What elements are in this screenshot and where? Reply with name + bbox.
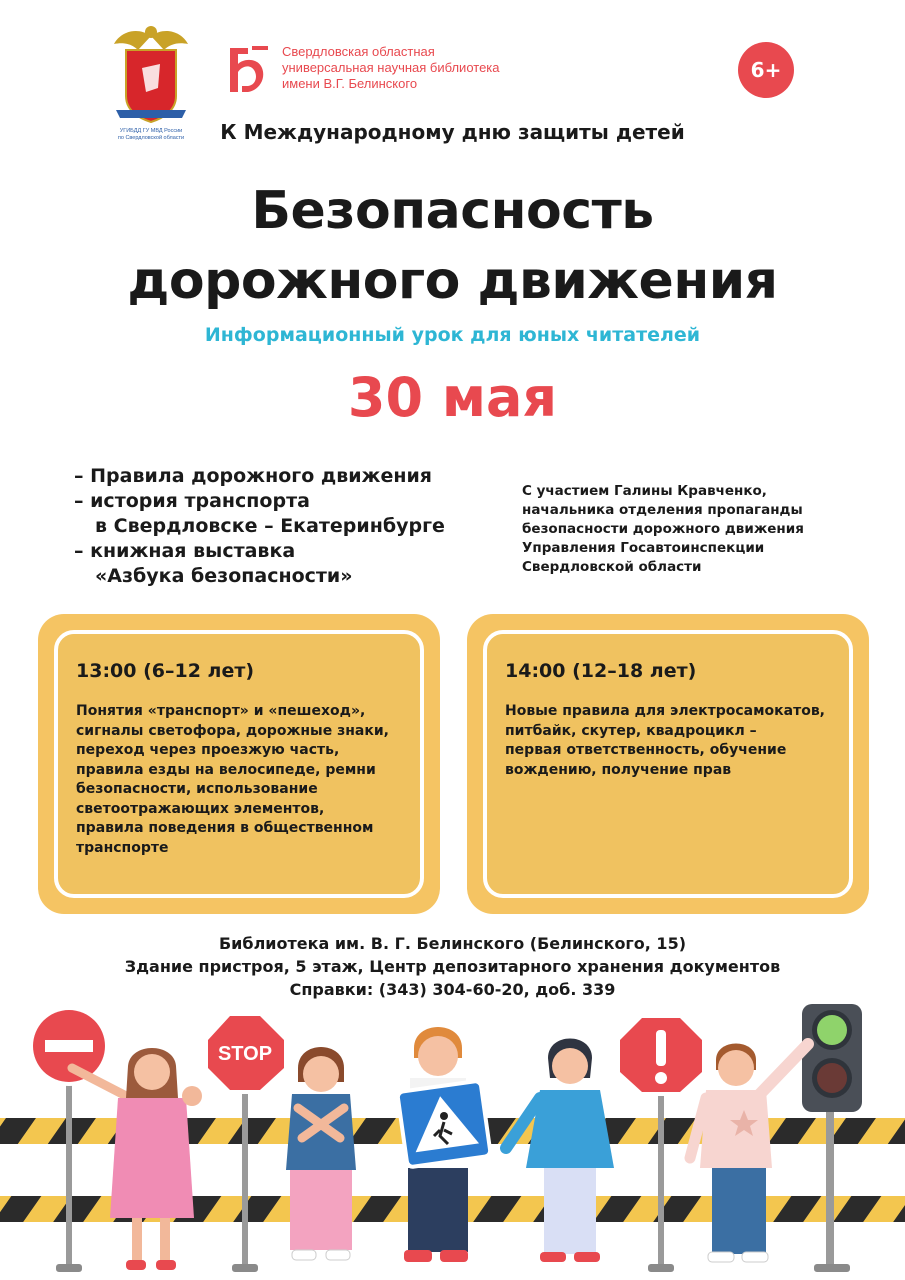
stop-sign-text: STOP (217, 1043, 273, 1065)
library-name: Свердловская областная универсальная научная библиотека имени В.Г. Белинского (282, 44, 500, 91)
session-time: 14:00 (12–18 лет) (505, 660, 697, 682)
title-line-1: Безопасность (251, 181, 654, 241)
topic-item: – история транспорта (74, 490, 310, 512)
session-card-senior (467, 614, 869, 914)
title-line-2: дорожного движения (127, 251, 778, 311)
phone-line: Справки: (343) 304-60-20, доб. 339 (289, 980, 616, 999)
child-figure (286, 1047, 356, 1260)
session-card-junior (38, 614, 440, 914)
page-title (0, 176, 905, 316)
address-block (0, 932, 905, 1001)
session-description: Новые правила для электросамокатов, питбайк, скутер, квадроцикл – первая ответственность, обучение вождению, получение прав (505, 703, 826, 778)
child-figure (690, 1044, 808, 1263)
topic-item-continuation: «Азбука безопасности» (95, 565, 353, 587)
lesson-type: Информационный урок для юных читателей (204, 324, 701, 346)
road-safety-illustration (0, 998, 905, 1280)
child-figure (72, 1048, 202, 1270)
topic-item: – книжная выставка (74, 540, 296, 562)
session-time: 13:00 (6–12 лет) (76, 660, 255, 682)
child-figure (506, 1039, 614, 1263)
topic-item: – Правила дорожного движения (74, 465, 432, 487)
guest-info: С участием Галины Кравченко, начальника отделения пропаганды безопасности дорожного движения Управления Госавтоинспекции Свердловской области (522, 483, 804, 575)
address-line: Здание пристроя, 5 этаж, Центр депозитарного хранения документов (124, 957, 781, 976)
event-date: 30 мая (347, 366, 558, 429)
library-logo-icon (228, 44, 272, 96)
occasion-subtitle: К Международному дню защиты детей (220, 120, 685, 144)
topic-item-continuation: в Свердловске – Екатеринбурге (95, 515, 445, 537)
address-line: Библиотека им. В. Г. Белинского (Белинского, 15) (218, 934, 687, 953)
age-rating-badge: 6+ (738, 42, 794, 98)
svg-text:по Свердловской области: по Свердловской области (117, 135, 185, 141)
topics-list (74, 464, 445, 589)
child-figure (397, 1027, 491, 1262)
emblem-caption: УГИБДД ГУ МВД России (119, 128, 183, 134)
session-description: Понятия «транспорт» и «пешеход», сигналы светофора, дорожные знаки, переход через проезжую часть, правила езды на велосипеде, ремни безопасности, использование светоотражающих элементов, правила поведения в общественном транспорте (76, 703, 389, 856)
